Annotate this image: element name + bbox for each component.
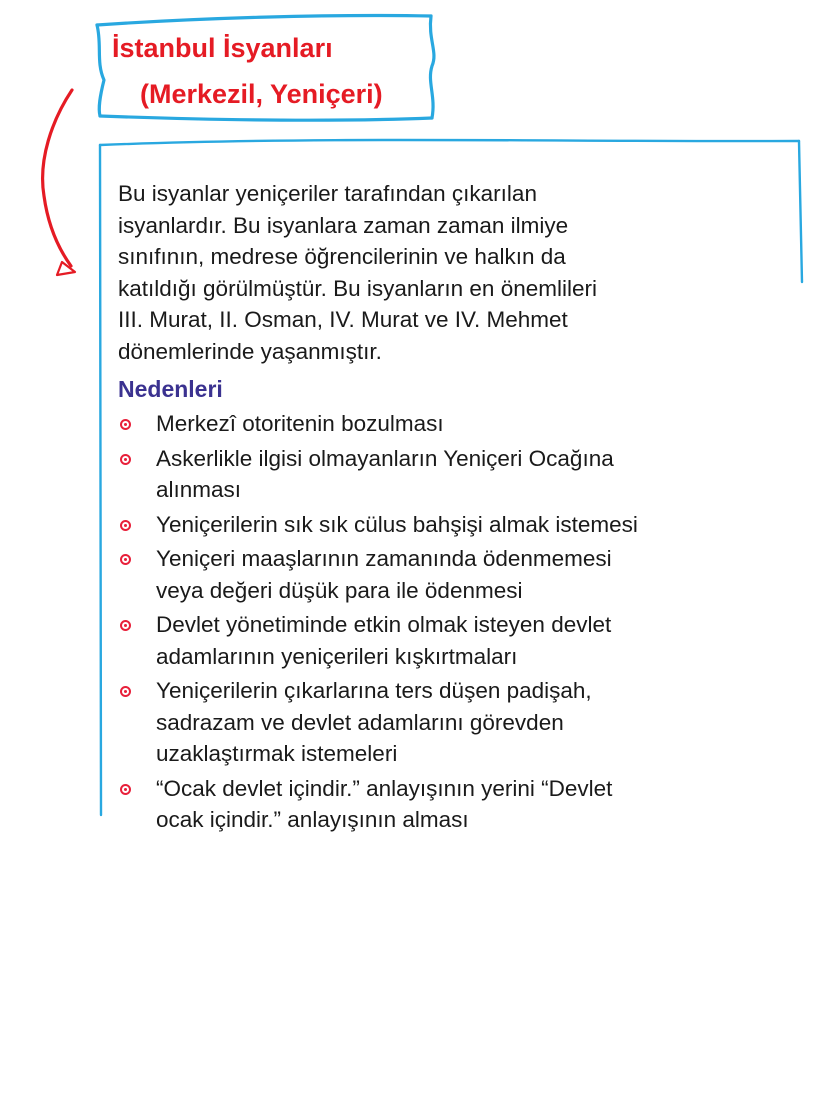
bullet-icon [120,554,131,565]
cause-item [118,543,788,606]
intro-paragraph: Bu isyanlar yeniçeriler tarafından çıkarılan isyanlardır. Bu isyanlara zaman zaman ilmiye sınıfının, medrese öğrencilerinin ve halkın da katıldığı görülmüştür. Bu isyanların en önemlileri III. Murat, II. Osman, IV. Murat ve IV. Mehmet dönemlerinde yaşanmıştır. [118,181,597,364]
bullet-icon [120,686,131,697]
cause-text: Yeniçerilerin sık sık cülus bahşişi almak istemesi [156,511,638,537]
causes-list [118,408,788,836]
bullet-icon [120,520,131,531]
cause-text: Merkezî otoritenin bozulması [156,411,444,436]
causes-heading: Nedenleri [118,376,223,402]
title-line-2: (Merkezil, Yeniçeri) [140,79,383,109]
cause-text: Askerlikle ilgisi olmayanların Yeniçeri Ocağına alınması [156,445,614,502]
title-line-1: İstanbul İsyanları [112,33,333,63]
bullet-icon [120,419,131,430]
cause-item [118,443,788,506]
cause-item [118,408,788,440]
bullet-icon [120,784,131,795]
curved-arrow-icon [43,90,75,275]
bullet-icon [120,620,131,631]
cause-text: Yeniçeri maaşlarının zamanında ödenmemesi veya değeri düşük para ile ödenmesi [156,546,612,603]
cause-text: “Ocak devlet içindir.” anlayışının yerini “Devlet ocak içindir.” anlayışının alması [156,775,613,832]
cause-item [118,773,788,836]
cause-item [118,675,788,770]
cause-item [118,509,788,541]
bullet-icon [120,454,131,465]
cause-text: Devlet yönetiminde etkin olmak isteyen devlet adamlarının yeniçerileri kışkırtmaları [156,612,612,669]
cause-item [118,609,788,672]
cause-text: Yeniçerilerin çıkarlarına ters düşen padişah, sadrazam ve devlet adamlarını görevden uzaklaştırmak istemeleri [156,678,592,766]
content-body [118,178,788,839]
